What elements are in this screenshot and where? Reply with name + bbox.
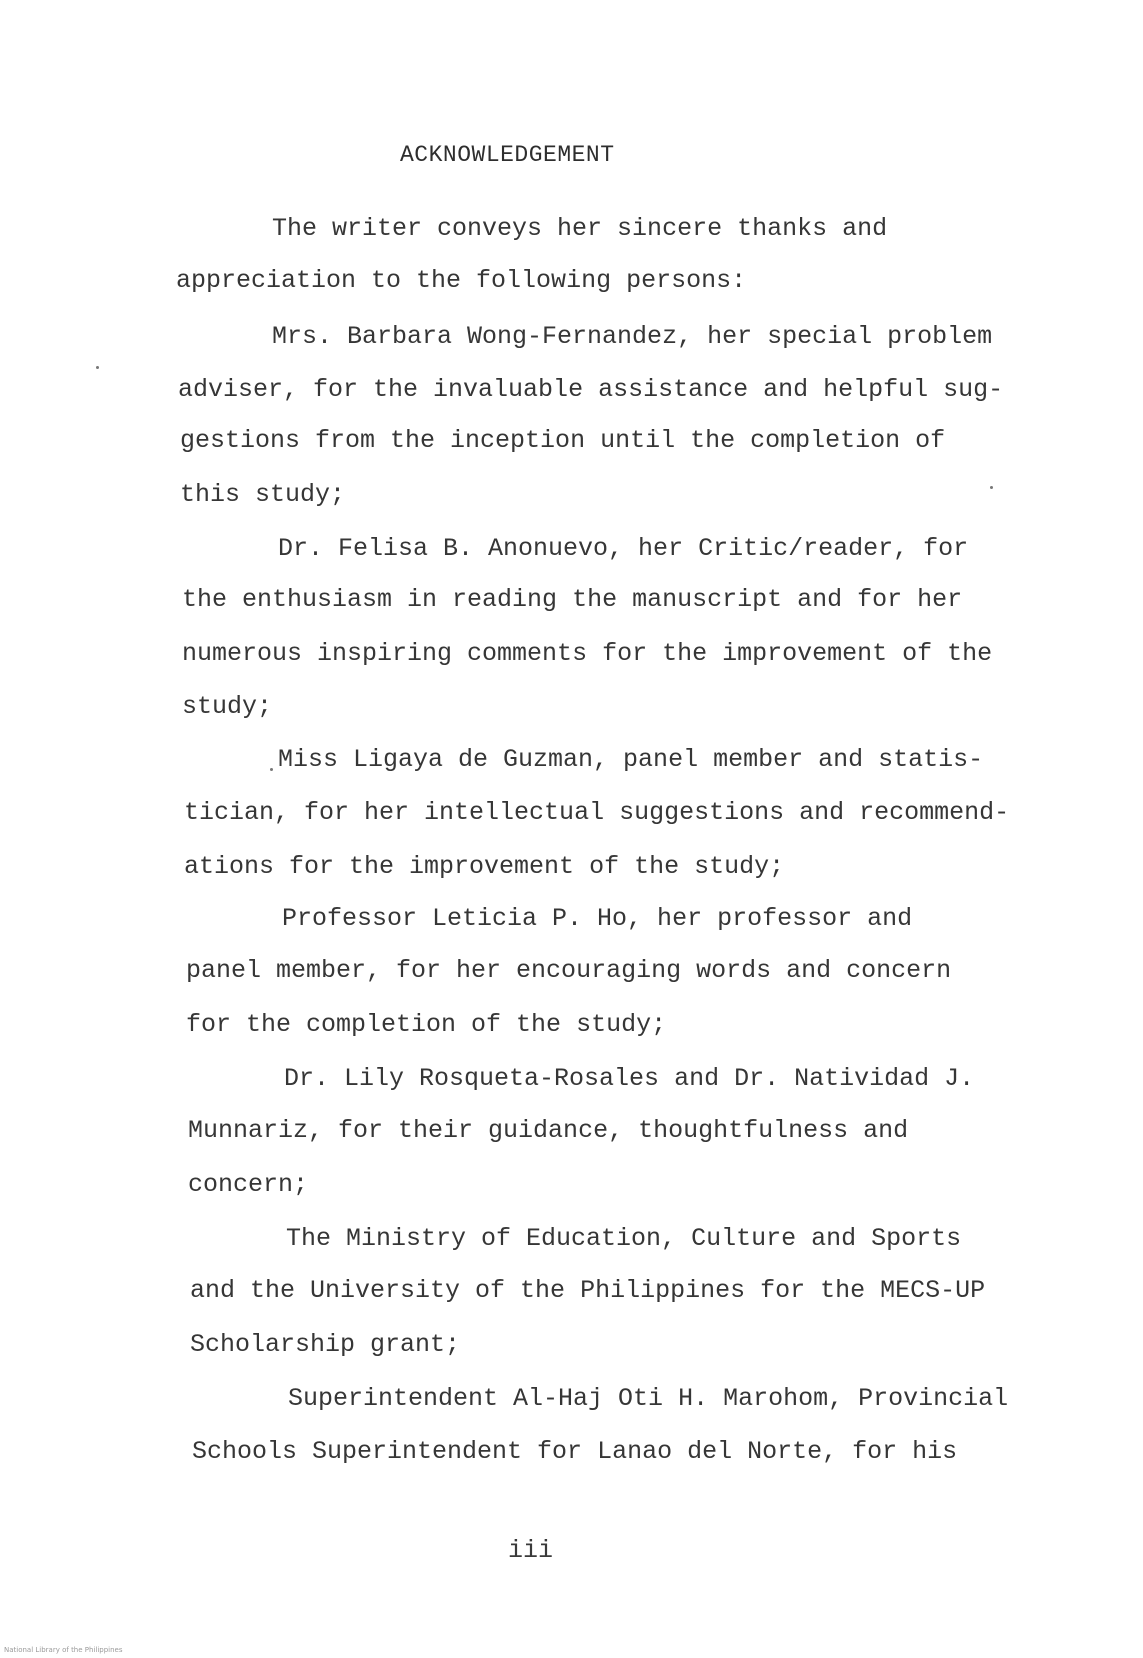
text-line: The writer conveys her sincere thanks and <box>272 214 888 243</box>
scan-speck <box>990 486 993 489</box>
scan-speck <box>270 768 273 771</box>
scan-footer-note: National Library of the Philippines <box>4 1646 123 1654</box>
text-line: The Ministry of Education, Culture and Sports <box>286 1224 962 1253</box>
text-line: this study; <box>180 480 346 509</box>
text-line: Miss Ligaya de Guzman, panel member and statis- <box>278 745 984 774</box>
text-line: Mrs. Barbara Wong-Fernandez, her special problem <box>272 322 993 351</box>
text-line: Schools Superintendent for Lanao del Norte, for his <box>192 1437 958 1466</box>
text-line: panel member, for her encouraging words and concern <box>186 956 952 985</box>
text-line: and the University of the Philippines for the MECS-UP <box>190 1276 986 1305</box>
text-line: Dr. Felisa B. Anonuevo, her Critic/reader, for <box>278 534 969 563</box>
text-line: Professor Leticia P. Ho, her professor and <box>282 904 913 933</box>
text-line: the enthusiasm in reading the manuscript and for her <box>182 585 963 614</box>
text-line: Superintendent Al-Haj Oti H. Marohom, Provincial <box>288 1384 1009 1413</box>
text-line: concern; <box>188 1170 309 1199</box>
text-line: Dr. Lily Rosqueta-Rosales and Dr. Natividad J. <box>284 1064 975 1093</box>
text-line: adviser, for the invaluable assistance and helpful sug- <box>178 375 1004 404</box>
text-line: Munnariz, for their guidance, thoughtfulness and <box>188 1116 909 1145</box>
page-title: ACKNOWLEDGEMENT <box>400 142 615 168</box>
text-line: numerous inspiring comments for the improvement of the <box>182 639 993 668</box>
page-number: iii <box>508 1536 554 1565</box>
text-line: tician, for her intellectual suggestions and recommend- <box>184 798 1010 827</box>
text-line: for the completion of the study; <box>186 1010 667 1039</box>
scan-speck <box>96 366 99 369</box>
text-line: appreciation to the following persons: <box>176 266 747 295</box>
text-line: Scholarship grant; <box>190 1330 461 1359</box>
text-line: study; <box>182 692 273 721</box>
text-line: ations for the improvement of the study; <box>184 852 785 881</box>
text-line: gestions from the inception until the completion of <box>180 426 946 455</box>
